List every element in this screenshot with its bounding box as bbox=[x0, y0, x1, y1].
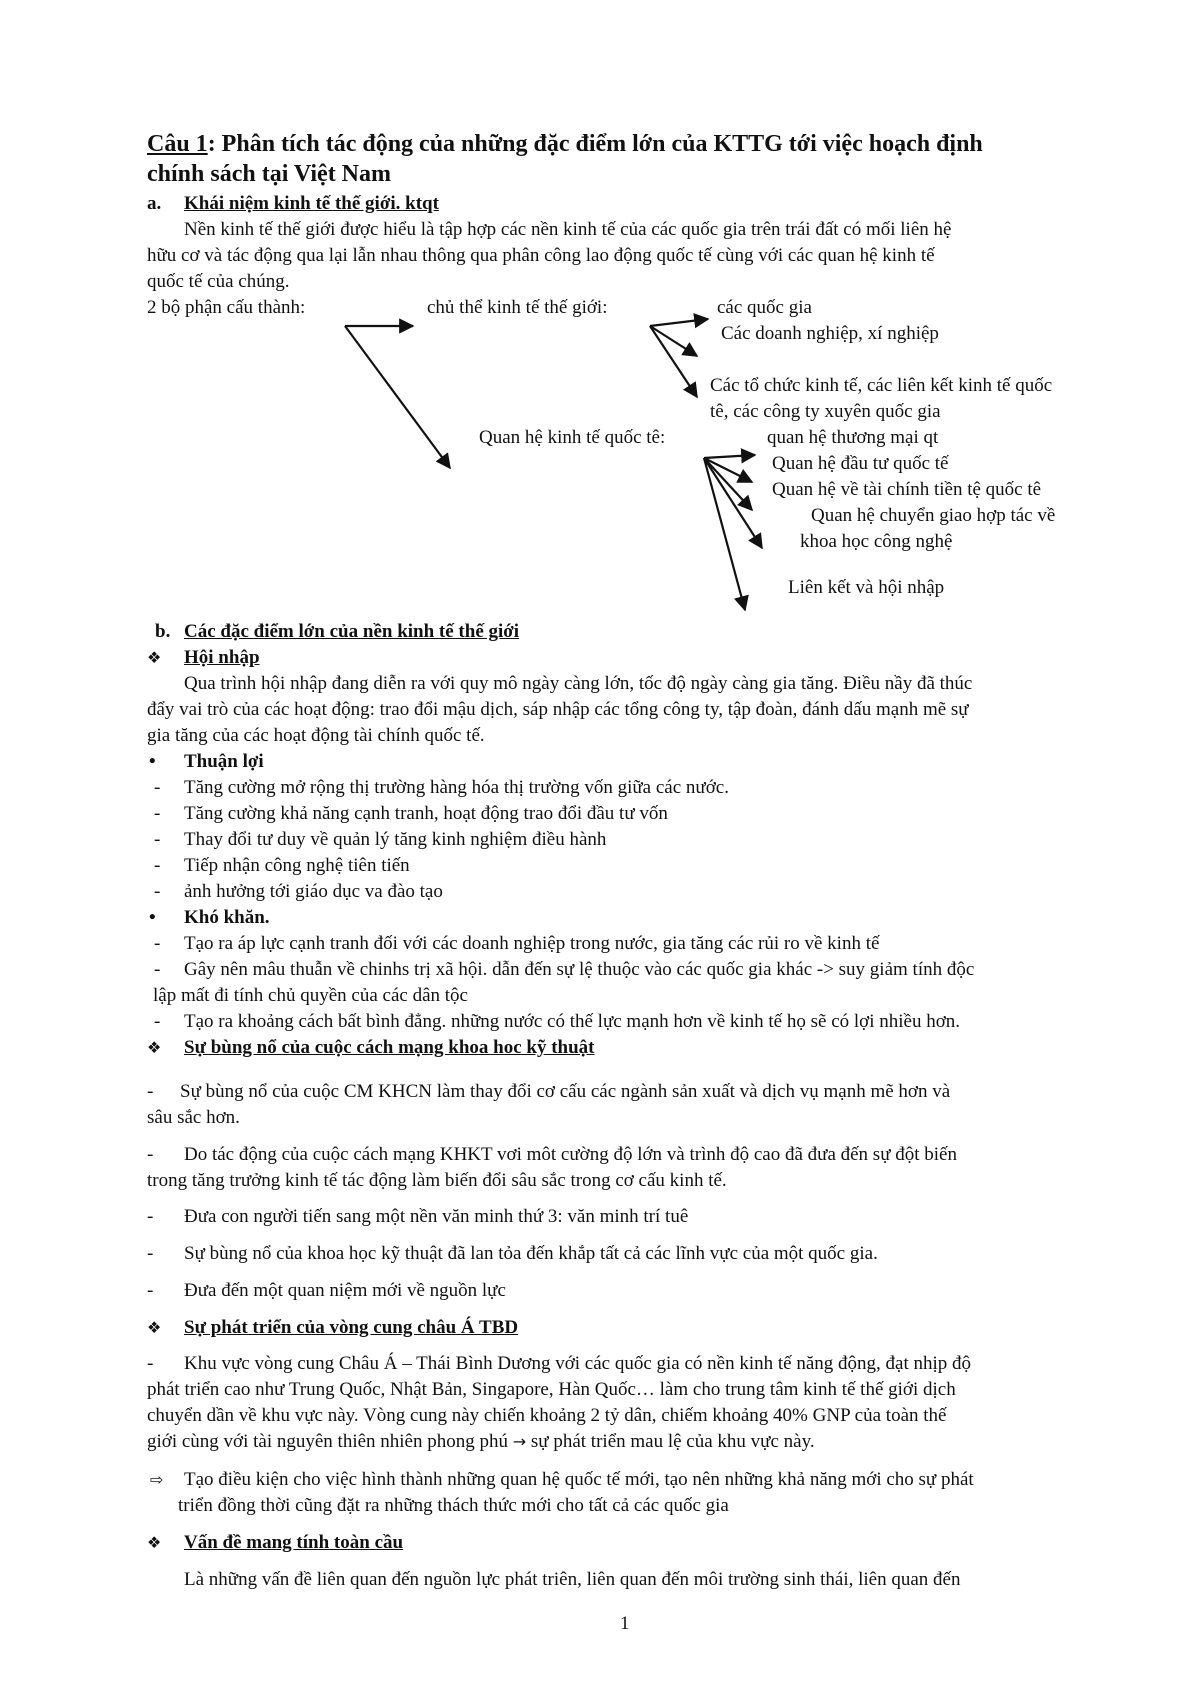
dash-bullet: - bbox=[147, 1353, 154, 1374]
dash-bullet: - bbox=[154, 777, 161, 798]
advantage-item: Tăng cường mở rộng thị trường hàng hóa thị trường vốn giữa các nước. bbox=[184, 777, 729, 798]
arrow-to-investment bbox=[704, 458, 752, 482]
dash-bullet: - bbox=[154, 855, 161, 876]
section-a-paragraph-line-2: hữu cơ và tác động qua lại lẫn nhau thông qua phân công lao động quốc tế cùng với các quan hệ kinh tế bbox=[147, 245, 935, 266]
difficulty-item: Tạo ra khoảng cách bất bình đẳng. những nước có thế lực mạnh hơn về kinh tế họ sẽ có lợi nhiều hơn. bbox=[184, 1011, 960, 1032]
asia-pacific-paragraph-line-2: phát triển cao như Trung Quốc, Nhật Bản, Singapore, Hàn Quốc… làm cho trung tâm kinh tế thế giới dịch bbox=[147, 1379, 956, 1400]
question-title-line-1 bbox=[147, 129, 983, 159]
diamond-bullet-icon: ❖ bbox=[147, 1318, 162, 1337]
dash-bullet: - bbox=[154, 959, 161, 980]
section-a-paragraph-line-1: Nền kinh tế thế giới được hiểu là tập hợp các nền kinh tế của các quốc gia trên trái đất có mối liên hệ bbox=[184, 219, 952, 240]
diagram-subject-organizations-line-1: Các tổ chức kinh tế, các liên kết kinh tế quốc bbox=[710, 375, 1053, 396]
difficulty-item-line-1: Gây nên mâu thuẫn về chinhs trị xã hội. dẫn đến sự lệ thuộc vào các quốc gia khác -> suy giảm tính độc bbox=[184, 959, 975, 980]
diagram-relation-finance: Quan hệ về tài chính tiền tệ quốc tê bbox=[772, 479, 1042, 500]
dash-bullet: - bbox=[147, 1206, 154, 1227]
asia-pacific-paragraph-line-4 bbox=[147, 1430, 815, 1454]
integration-paragraph-line-1: Qua trình hội nhập đang diễn ra với quy mô ngày càng lớn, tốc độ ngày càng gia tăng. Điều nầy đã thúc bbox=[184, 673, 973, 694]
tech-item: Đưa con người tiến sang một nền văn minh thứ 3: văn minh trí tuê bbox=[184, 1206, 689, 1227]
dash-bullet: - bbox=[147, 1280, 154, 1301]
diagram-components-label: 2 bộ phận cấu thành: bbox=[147, 297, 306, 318]
tech-item-line-2: trong tăng trưởng kinh tế tác động làm biến đổi sâu sắc trong cơ cấu kinh tế. bbox=[147, 1170, 727, 1191]
arrow-to-trade bbox=[704, 455, 755, 458]
diagram-relation-trade: quan hệ thương mại qt bbox=[767, 427, 939, 448]
dash-bullet: - bbox=[154, 829, 161, 850]
arrow-to-countries bbox=[650, 319, 708, 326]
difficulty-item: Tạo ra áp lực cạnh tranh đối với các doanh nghiệp trong nước, gia tăng các rủi ro về kinh tế bbox=[184, 933, 880, 954]
tech-item: Đưa đến một quan niệm mới về nguồn lực bbox=[184, 1280, 506, 1301]
global-issues-heading: Vấn đề mang tính toàn cầu bbox=[184, 1532, 404, 1553]
question-number: Câu 1 bbox=[147, 131, 208, 157]
arrow-to-relations bbox=[345, 326, 450, 468]
dash-bullet: - bbox=[154, 1011, 161, 1032]
asia-pacific-conclusion-line-2: triển đồng thời cũng đặt ra những thách thức mới cho tất cả các quốc gia bbox=[178, 1495, 729, 1516]
diagram-subject-countries: các quốc gia bbox=[717, 297, 812, 318]
diagram-relation-investment: Quan hệ đầu tư quốc tế bbox=[772, 453, 949, 474]
advantage-item: Tăng cường khả năng cạnh tranh, hoạt động trao đổi đầu tư vốn bbox=[184, 803, 668, 824]
diamond-bullet-icon: ❖ bbox=[147, 1533, 162, 1552]
arrow-to-technology bbox=[704, 458, 762, 548]
arrow-to-integration bbox=[704, 458, 745, 610]
advantage-item: Tiếp nhận công nghệ tiên tiến bbox=[184, 855, 410, 876]
integration-heading: Hội nhập bbox=[184, 647, 260, 668]
tech-item-line-1: Sự bùng nổ của cuộc CM KHCN làm thay đổi cơ cấu các ngành sản xuất và dịch vụ mạnh mẽ hơn và bbox=[180, 1081, 951, 1102]
section-b-heading: Các đặc điểm lớn của nền kinh tế thế giới bbox=[184, 621, 520, 642]
dash-bullet: - bbox=[154, 803, 161, 824]
advantages-heading: Thuận lợi bbox=[184, 751, 264, 772]
diagram-subject-organizations-line-2: tê, các công ty xuyên quốc gia bbox=[710, 401, 941, 422]
tech-item-line-2: sâu sắc hơn. bbox=[147, 1107, 240, 1128]
global-issues-paragraph-line-1: Là những vấn đề liên quan đến nguồn lực phát triên, liên quan đến môi trường sinh thái, liên quan đến bbox=[184, 1569, 961, 1590]
round-bullet-icon: • bbox=[149, 751, 156, 772]
arrow-to-enterprises bbox=[650, 326, 697, 356]
dash-bullet: - bbox=[147, 1144, 154, 1165]
tech-item: Sự bùng nổ của khoa học kỹ thuật đã lan tỏa đến khắp tất cả các lĩnh vực của một quốc gia. bbox=[184, 1243, 878, 1264]
diagram-relation-technology-line-2: khoa học công nghệ bbox=[800, 531, 953, 552]
dash-bullet: - bbox=[147, 1081, 154, 1102]
tech-revolution-heading: Sự bùng nổ của cuộc cách mạng khoa hoc kỹ thuật bbox=[184, 1037, 595, 1058]
tech-item-line-1: Do tác động của cuộc cách mạng KHKT vơi môt cường độ lớn và trình độ cao đã đưa đến sự đột biến bbox=[184, 1144, 957, 1165]
diamond-bullet-icon: ❖ bbox=[147, 648, 162, 667]
asia-pacific-text: giới cùng với tài nguyên thiên nhiên phong phú bbox=[147, 1431, 508, 1452]
round-bullet-icon: • bbox=[149, 907, 156, 928]
arrow-to-organizations bbox=[650, 326, 697, 397]
page-number: 1 bbox=[620, 1613, 630, 1634]
section-a-paragraph-line-3: quốc tế của chúng. bbox=[147, 271, 290, 292]
advantage-item: ảnh hưởng tới giáo dục va đào tạo bbox=[184, 881, 443, 902]
section-a-heading: Khái niệm kinh tế thế giới. ktqt bbox=[184, 193, 439, 214]
diamond-bullet-icon: ❖ bbox=[147, 1038, 162, 1057]
advantage-item: Thay đổi tư duy về quản lý tăng kinh nghiệm điều hành bbox=[184, 829, 607, 850]
dash-bullet: - bbox=[154, 933, 161, 954]
asia-pacific-text-end: sự phát triển mau lệ của khu vực này. bbox=[530, 1431, 815, 1452]
arrow-to-finance bbox=[704, 458, 752, 510]
asia-pacific-conclusion-line-1: Tạo điều kiện cho việc hình thành những quan hệ quốc tế mới, tạo nên những khả năng mới cho sự phát bbox=[184, 1469, 974, 1490]
difficulty-item-line-2: lập mất đi tính chủ quyền của các dân tộc bbox=[153, 985, 468, 1006]
right-arrow-icon: → bbox=[512, 1432, 527, 1451]
question-title-line-2: chính sách tại Việt Nam bbox=[147, 161, 392, 187]
question-title-text: : Phân tích tác động của những đặc điểm lớn của KTTG tới việc hoạch định bbox=[207, 131, 983, 157]
dash-bullet: - bbox=[147, 1243, 154, 1264]
asia-pacific-heading: Sự phát triển của vòng cung châu Á TBD bbox=[184, 1317, 519, 1338]
integration-paragraph-line-2: đẩy vai trò của các hoạt động: trao đổi mậu dịch, sáp nhập các tổng công ty, tập đoàn, đánh dấu mạnh mẽ sự bbox=[147, 699, 969, 720]
difficulties-heading: Khó khăn. bbox=[184, 907, 270, 928]
diagram-subjects-label: chủ thể kinh tế thế giới: bbox=[427, 297, 608, 318]
asia-pacific-paragraph-line-3: chuyển dần về khu vực này. Vòng cung này chiến khoảng 2 tỷ dân, chiếm khoảng 40% GNP của toàn thế bbox=[147, 1405, 947, 1426]
outline-arrow-icon: ⇨ bbox=[150, 1470, 164, 1489]
diagram-relations-label: Quan hệ kinh tế quốc tê: bbox=[479, 427, 666, 448]
dash-bullet: - bbox=[154, 881, 161, 902]
section-a-marker: a. bbox=[147, 193, 162, 214]
asia-pacific-paragraph-line-1: Khu vực vòng cung Châu Á – Thái Bình Dương với các quốc gia có nền kinh tế năng động, đạt nhịp độ bbox=[184, 1353, 972, 1374]
diagram-subject-enterprises: Các doanh nghiệp, xí nghiệp bbox=[721, 323, 939, 344]
section-b-marker: b. bbox=[155, 621, 171, 642]
integration-paragraph-line-3: gia tăng của các hoạt động tài chính quốc tế. bbox=[147, 725, 485, 746]
diagram-relation-technology-line-1: Quan hệ chuyển giao hợp tác về bbox=[811, 505, 1056, 526]
diagram-relation-integration: Liên kết và hội nhập bbox=[788, 577, 945, 598]
